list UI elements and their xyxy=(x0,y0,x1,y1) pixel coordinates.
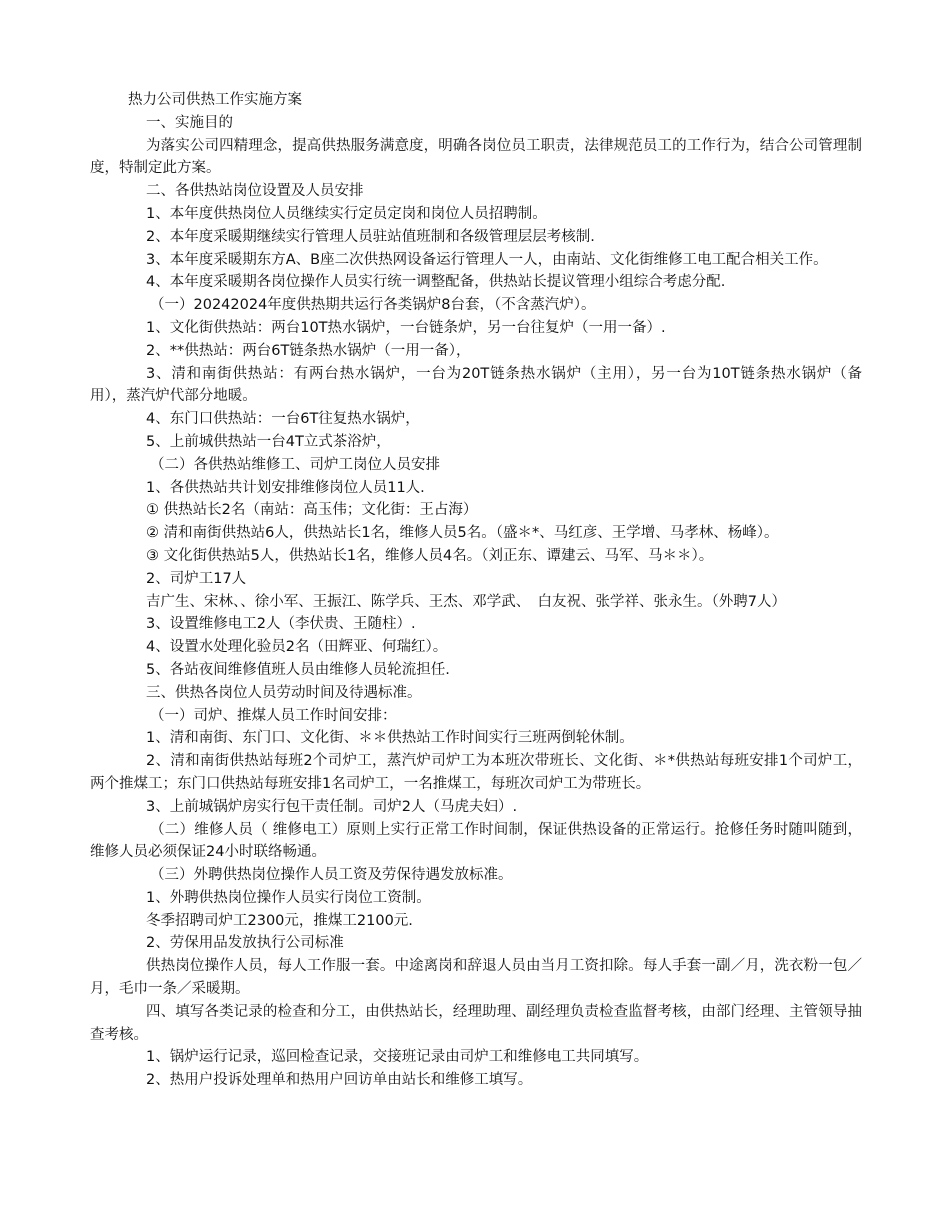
paragraph: 2、劳保用品发放执行公司标准 xyxy=(146,935,344,952)
paragraph: 3、清和南街供热站：有两台热水锅炉，一台为20T链条热水锅炉（主用），另一台为10T链条热水锅炉（备用），蒸汽炉代部分地暖。 xyxy=(90,365,862,405)
paragraph: 2、热用户投诉处理单和热用户回访单由站长和维修工填写。 xyxy=(146,1072,533,1089)
paragraph: 2、本年度采暖期继续实行管理人员驻站值班制和各级管理层层考核制. xyxy=(146,228,595,245)
paragraph: 1、各供热站共计划安排维修岗位人员11人. xyxy=(146,479,425,496)
paragraph: 2、**供热站：两台6T链条热水锅炉（一用一备）， xyxy=(146,342,471,359)
paragraph: 4、设置水处理化验员2名（田辉亚、何瑞红）。 xyxy=(146,639,448,656)
paragraph: 5、各站夜间维修值班人员由维修人员轮流担任. xyxy=(146,661,450,678)
paragraph: 3、本年度采暖期东方A、B座二次供热网设备运行管理人一人，由南站、文化街维修工电工配合相关工作。 xyxy=(146,251,828,268)
section-heading: 一、实施目的 xyxy=(146,114,233,131)
paragraph: 3、设置维修电工2人（李伏贵、王随柱）. xyxy=(146,616,416,633)
subsection-heading: （三）外聘供热岗位操作人员工资及劳保待遇发放标准。 xyxy=(150,867,513,884)
paragraph: 3、上前城锅炉房实行包干责任制。司炉2人（马虎夫妇）. xyxy=(146,798,518,815)
paragraph: 1、外聘供热岗位操作人员实行岗位工资制。 xyxy=(146,889,431,906)
paragraph: 1、本年度供热岗位人员继续实行定员定岗和岗位人员招聘制。 xyxy=(146,205,547,222)
paragraph: 吉广生、宋林、、徐小军、王振江、陈学兵、王杰、邓学武、 白友祝、张学祥、张永生。（外聘7人） xyxy=(146,593,786,610)
document-title: 热力公司供热工作实施方案 xyxy=(128,92,302,108)
paragraph: 冬季招聘司炉工2300元，推煤工2100元. xyxy=(146,912,413,929)
section-heading: 二、各供热站岗位设置及人员安排 xyxy=(146,183,364,200)
subsection-heading: （二）各供热站维修工、司炉工岗位人员安排 xyxy=(150,456,440,473)
paragraph: 2、清和南街供热站每班2个司炉工，蒸汽炉司炉工为本班次带班长、文化街、＊*供热站每班安排1个司炉工，两个推煤工；东门口供热站每班安排1名司炉工，一名推煤工，每班次司炉工为带班长。 xyxy=(90,753,862,792)
section-heading: 三、供热各岗位人员劳动时间及待遇标准。 xyxy=(146,684,422,701)
subsection-heading: （一）20242024年度供热期共运行各类锅炉8台套，（不含蒸汽炉）。 xyxy=(150,297,596,314)
paragraph: 为落实公司四精理念，提高供热服务满意度，明确各岗位员工职责，法律规范员工的工作行为，结合公司管理制度，特制定此方案。 xyxy=(90,137,862,177)
paragraph: 1、清和南街、东门口、文化街、＊＊供热站工作时间实行三班两倒轮休制。 xyxy=(146,730,634,747)
section-heading: 四、填写各类记录的检查和分工，由供热站长，经理助理、副经理负责检查监督考核，由部门经理、主管领导抽查考核。 xyxy=(90,1003,862,1043)
paragraph: ① 供热站长2名（南站：高玉伟；文化街：王占海） xyxy=(146,502,478,519)
paragraph: ③ 文化街供热站5人，供热站长1名，维修人员4名。（刘正东、谭建云、马军、马＊＊）。 xyxy=(146,547,714,564)
subsection-heading: （一）司炉、推煤人员工作时间安排： xyxy=(150,707,397,724)
document-body xyxy=(90,89,862,1092)
paragraph: ② 清和南街供热站6人，供热站长1名，维修人员5名。（盛＊*、马红彦、王学增、马孝林、杨峰）。 xyxy=(146,525,779,542)
paragraph: 供热岗位操作人员，每人工作服一套。中途离岗和辞退人员由当月工资扣除。每人手套一副／月，洗衣粉一包／月，毛巾一条／采暖期。 xyxy=(90,958,862,998)
paragraph: 2、司炉工17人 xyxy=(146,570,247,587)
paragraph: 5、上前城供热站一台4T立式茶浴炉， xyxy=(146,433,391,450)
paragraph: 4、本年度采暖期各岗位操作人员实行统一调整配备，供热站长提议管理小组综合考虑分配. xyxy=(146,274,726,291)
paragraph: 1、文化街供热站：两台10T热水锅炉，一台链条炉，另一台往复炉（一用一备）. xyxy=(146,319,666,336)
paragraph: 1、锅炉运行记录，巡回检查记录，交接班记录由司炉工和维修电工共同填写。 xyxy=(146,1049,649,1066)
subsection-heading: （二）维修人员（ 维修电工）原则上实行正常工作时间制，保证供热设备的正常运行。抢修任务时随叫随到，维修人员必须保证24小时联络畅通。 xyxy=(90,821,862,861)
paragraph: 4、东门口供热站：一台6T往复热水锅炉， xyxy=(146,411,420,428)
